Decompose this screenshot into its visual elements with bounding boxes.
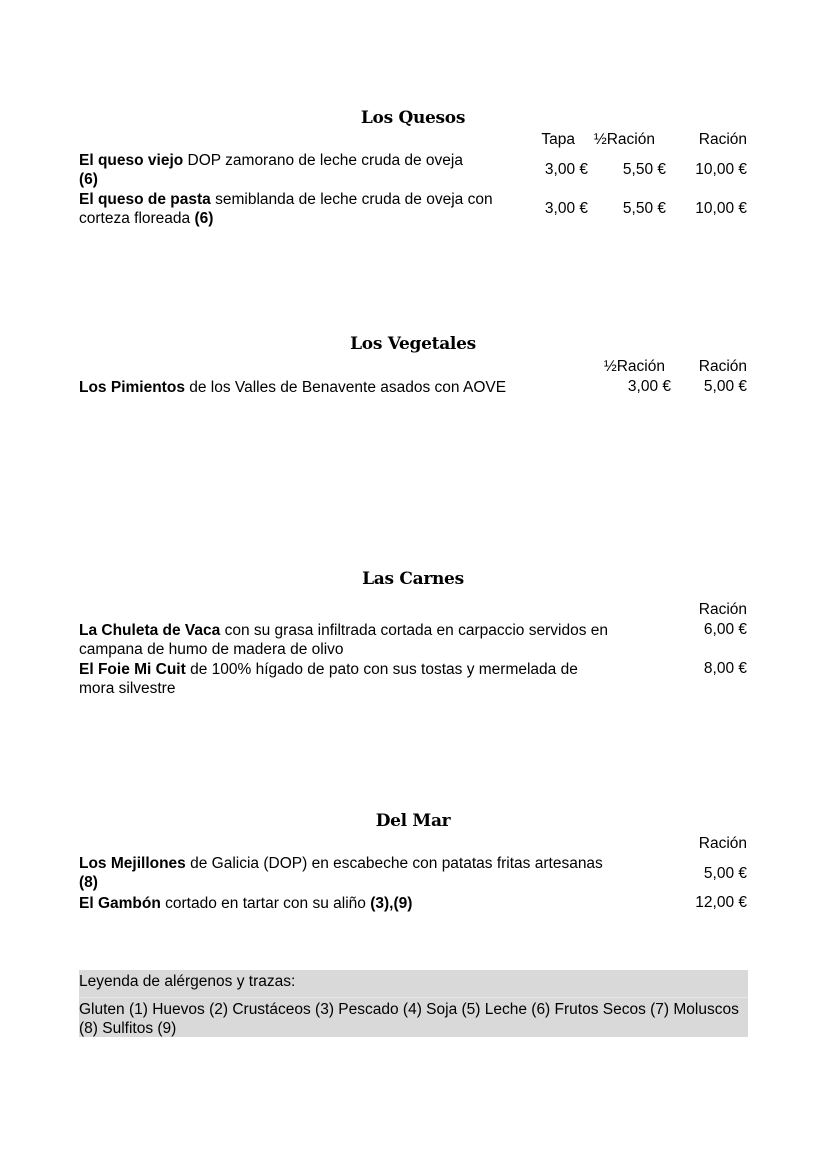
item-description: con su grasa infiltrada cortada en carpaccio servidos en campana de humo de madera de olivo (79, 622, 608, 658)
item-name: La Chuleta de Vaca (79, 622, 221, 639)
item-name: El Foie Mi Cuit (79, 661, 186, 678)
legend-divider (79, 997, 748, 998)
price-racion: 8,00 € (703, 660, 747, 677)
allergen-codes: (6) (194, 210, 214, 227)
column-header-racion: Ración (698, 601, 747, 618)
price-racion: 12,00 € (695, 894, 747, 911)
price-tapa: 3,00 € (544, 161, 588, 178)
price-media-racion: 5,50 € (622, 200, 666, 217)
allergen-legend (79, 970, 748, 1037)
price-media-racion: 3,00 € (627, 378, 671, 395)
price-racion: 5,00 € (703, 865, 747, 882)
item-name: Los Pimientos (79, 379, 185, 396)
section-title-mar: Del Mar (375, 811, 451, 831)
menu-item-queso-pasta (79, 190, 529, 228)
item-name: El Gambón (79, 895, 161, 912)
allergen-codes: (8) (79, 874, 98, 891)
price-tapa: 3,00 € (544, 200, 588, 217)
column-header-tapa: Tapa (541, 131, 575, 148)
section-title-carnes: Las Carnes (362, 569, 464, 589)
menu-item-mejillones (79, 854, 619, 892)
menu-item-gambon (79, 894, 619, 913)
column-header-racion: Ración (698, 131, 747, 148)
item-description: de los Valles de Benavente asados con AOVE (184, 379, 507, 396)
column-header-racion: Ración (698, 835, 747, 852)
menu-item-pimientos (79, 378, 599, 397)
legend-text: Gluten (1) Huevos (2) Crustáceos (3) Pescado (4) Soja (5) Leche (6) Frutos Secos (7) Moluscos (8) Sulfitos (9) (79, 1001, 739, 1037)
section-title-quesos: Los Quesos (360, 108, 466, 128)
column-header-racion: Ración (698, 358, 747, 375)
menu-item-queso-viejo (79, 151, 529, 189)
price-media-racion: 5,50 € (622, 161, 666, 178)
price-racion: 5,00 € (703, 378, 747, 395)
price-racion: 6,00 € (703, 621, 747, 638)
item-description: cortado en tartar con su aliño (160, 895, 371, 912)
item-name: El queso de pasta (79, 191, 211, 208)
item-description: semiblanda de leche cruda de oveja con corteza floreada (79, 191, 493, 227)
menu-item-chuleta-vaca (79, 621, 619, 659)
section-title-vegetales: Los Vegetales (350, 334, 476, 354)
allergen-codes: (6) (79, 171, 98, 188)
price-racion: 10,00 € (695, 161, 747, 178)
item-name: Los Mejillones (79, 855, 186, 872)
legend-title: Leyenda de alérgenos y trazas: (79, 973, 296, 990)
column-header-media-racion: ½Ración (603, 358, 665, 375)
item-description: de 100% hígado de pato con sus tostas y mermelada de mora silvestre (79, 661, 578, 697)
item-name: El queso viejo (79, 152, 184, 169)
price-racion: 10,00 € (695, 200, 747, 217)
allergen-codes: (3),(9) (370, 895, 413, 912)
menu-item-foie (79, 660, 579, 698)
column-header-media-racion: ½Ración (593, 131, 655, 148)
item-description: de Galicia (DOP) en escabeche con patatas fritas artesanas (185, 855, 603, 872)
item-description: DOP zamorano de leche cruda de oveja (183, 152, 463, 169)
